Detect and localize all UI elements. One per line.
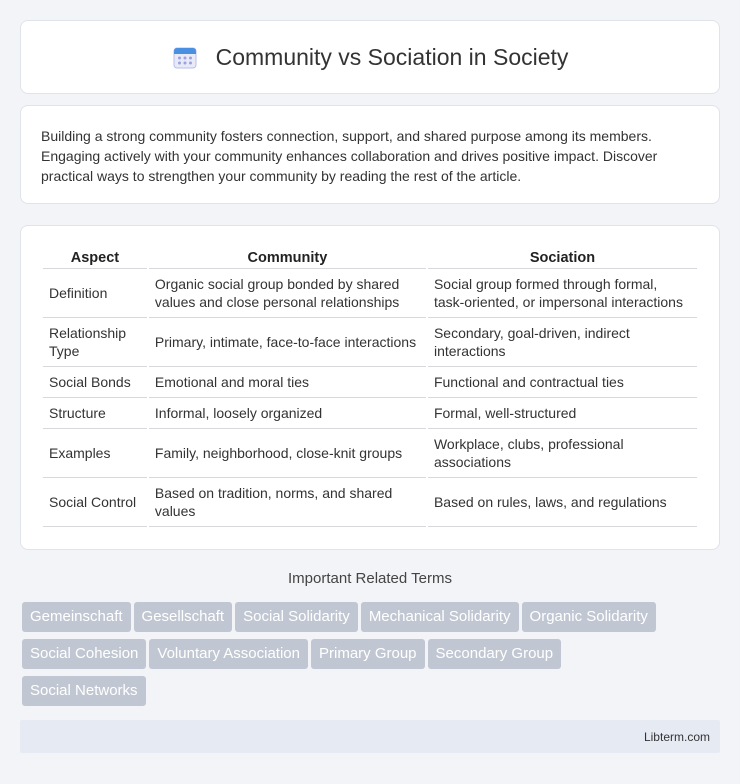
cell-aspect: Relationship Type xyxy=(43,318,147,367)
cell-community: Primary, intimate, face-to-face interactions xyxy=(149,318,426,367)
cell-aspect: Structure xyxy=(43,398,147,429)
calendar-icon xyxy=(172,44,198,70)
cell-aspect: Social Control xyxy=(43,478,147,527)
header-sociation: Sociation xyxy=(428,246,697,269)
table-row xyxy=(43,398,697,429)
table-row xyxy=(43,318,697,367)
cell-community: Emotional and moral ties xyxy=(149,367,426,398)
tag-primary-group[interactable]: Primary Group xyxy=(311,639,425,669)
cell-sociation: Formal, well-structured xyxy=(428,398,697,429)
tag-gemeinschaft[interactable]: Gemeinschaft xyxy=(22,602,131,632)
cell-aspect: Definition xyxy=(43,269,147,318)
comparison-table xyxy=(41,246,699,527)
cell-sociation: Functional and contractual ties xyxy=(428,367,697,398)
table-row xyxy=(43,478,697,527)
header-community: Community xyxy=(149,246,426,269)
intro-card xyxy=(20,105,720,204)
cell-community: Organic social group bonded by shared values and close personal relationships xyxy=(149,269,426,318)
cell-community: Informal, loosely organized xyxy=(149,398,426,429)
footer xyxy=(20,720,720,753)
cell-sociation: Based on rules, laws, and regulations xyxy=(428,478,697,527)
table-header-row xyxy=(43,246,697,269)
cell-community: Family, neighborhood, close-knit groups xyxy=(149,429,426,478)
tag-organic-solidarity[interactable]: Organic Solidarity xyxy=(522,602,656,632)
tag-mechanical-solidarity[interactable]: Mechanical Solidarity xyxy=(361,602,519,632)
table-row xyxy=(43,269,697,318)
comparison-table-card xyxy=(20,225,720,550)
cell-sociation: Workplace, clubs, professional associations xyxy=(428,429,697,478)
cell-aspect: Social Bonds xyxy=(43,367,147,398)
tag-social-cohesion[interactable]: Social Cohesion xyxy=(22,639,146,669)
cell-sociation: Social group formed through formal, task-oriented, or impersonal interactions xyxy=(428,269,697,318)
cell-aspect: Examples xyxy=(43,429,147,478)
table-row xyxy=(43,429,697,478)
tag-secondary-group[interactable]: Secondary Group xyxy=(428,639,562,669)
page-title: Community vs Sociation in Society xyxy=(215,43,569,70)
table-row xyxy=(43,367,697,398)
intro-text: Building a strong community fosters connection, support, and shared purpose among its members. Engaging actively with your community enhances collaboration and drives positive impact. Discover practical ways to strengthen your community by reading the rest of the article. xyxy=(41,128,658,184)
tag-gesellschaft[interactable]: Gesellschaft xyxy=(134,602,233,632)
header-card xyxy=(20,20,720,94)
tag-voluntary-association[interactable]: Voluntary Association xyxy=(149,639,308,669)
cell-sociation: Secondary, goal-driven, indirect interactions xyxy=(428,318,697,367)
footer-site-link[interactable]: Libterm.com xyxy=(643,730,710,744)
header-aspect: Aspect xyxy=(43,246,147,269)
tag-social-networks[interactable]: Social Networks xyxy=(22,676,146,706)
tag-social-solidarity[interactable]: Social Solidarity xyxy=(235,602,358,632)
related-terms-title: Important Related Terms xyxy=(288,570,452,587)
related-terms-list xyxy=(22,602,722,713)
cell-community: Based on tradition, norms, and shared values xyxy=(149,478,426,527)
